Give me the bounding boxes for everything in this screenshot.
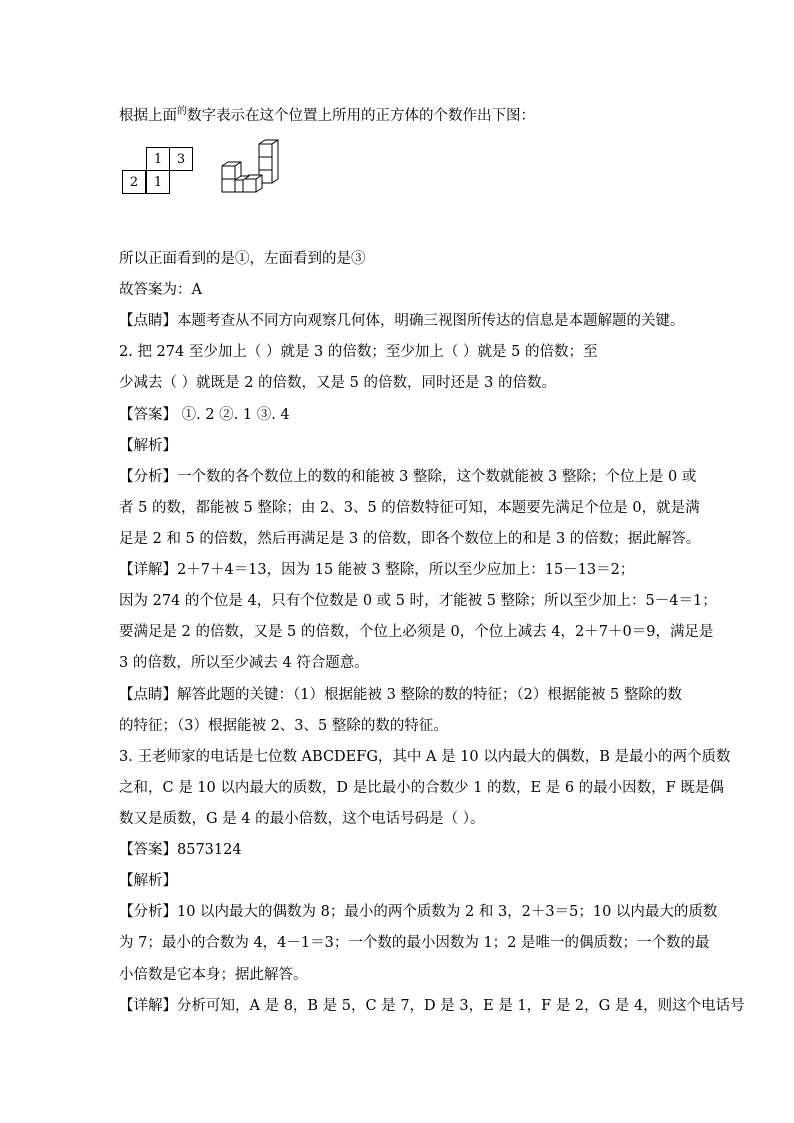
cube-stack-figure <box>219 138 285 198</box>
intro-text <box>119 106 535 128</box>
grid-cell-top-right: 3 <box>169 147 193 171</box>
q2-detail2: 因为 274 的个位是 4，只有个位数是 0 或 5 时，才能被 5 整除；所以至少加上：5－4＝1； <box>119 593 717 609</box>
q2-detail3: 要满足是 2 的倍数，又是 5 的倍数，个位上必须是 0，个位上减去 4，2＋7＋0＝9，满足是 <box>119 624 714 640</box>
q2-analysis1: 【分析】一个数的各个数位上的数的和能被 3 整除，这个数就能被 3 整除；个位上是 0 或 <box>119 469 697 485</box>
intro-sup: 的 <box>177 106 187 117</box>
q3-answer: 【答案】8573124 <box>119 842 242 858</box>
grid-cell-bottom-mid: 1 <box>146 170 170 194</box>
grid-cell-top-mid: 1 <box>146 147 170 171</box>
q3-analysis2: 为 7；最小的合数为 4，4－1＝3；一个数的最小因数为 1；2 是唯一的偶质数；一个数的最 <box>119 935 710 951</box>
q3-line2: 之和，C 是 10 以内最大的质数，D 是比最小的合数少 1 的数，E 是 6 的最小因数，F 既是偶 <box>119 780 724 796</box>
grid-cell-bottom-left: 2 <box>122 170 146 194</box>
q3-line1: 3. 王老师家的电话是七位数 ABCDEFG，其中 A 是 10 以内最大的偶数，B 是最小的两个质数 <box>119 749 731 765</box>
intro-after: 数字表示在这个位置上所用的正方体的个数作出下图： <box>187 108 535 124</box>
q2-detail1: 【详解】2＋7＋4＝13，因为 15 能被 3 整除，所以至少应加上：15－13＝2； <box>119 562 635 578</box>
top-view-grid <box>122 147 197 197</box>
q2-analysis3: 足是 2 和 5 的倍数，然后再满足是 3 的倍数，即各个数位上的和是 3 的倍数；据此解答。 <box>119 531 701 547</box>
q3-detail1: 【详解】分析可知，A 是 8，B 是 5，C 是 7，D 是 3，E 是 1，F 是 2，G 是 4，则这个电话号 <box>119 998 745 1014</box>
q3-analysis1: 【分析】10 以内最大的偶数为 8；最小的两个质数为 2 和 3，2＋3＝5；10 以内最大的质数 <box>119 904 718 920</box>
q2-line1: 2. 把 274 至少加上（ ）就是 3 的倍数；至少加上（ ）就是 5 的倍数；至 <box>119 344 598 360</box>
q2-line2: 少减去（ ）就既是 2 的倍数，又是 5 的倍数，同时还是 3 的倍数。 <box>119 375 556 391</box>
q1-note: 【点睛】本题考查从不同方向观察几何体，明确三视图所传达的信息是本题解题的关键。 <box>119 313 685 329</box>
q2-detail4: 3 的倍数，所以至少减去 4 符合题意。 <box>119 655 369 671</box>
q2-note1: 【点睛】解答此题的关键：（1）根据能被 3 整除的数的特征；（2）根据能被 5 整除的数 <box>119 687 682 703</box>
q3-analysis3: 小倍数是它本身；据此解答。 <box>119 967 308 983</box>
q1-answer: 故答案为：A <box>119 282 202 298</box>
q3-jiexi: 【解析】 <box>119 873 177 889</box>
q3-line3: 数又是质数，G 是 4 的最小倍数，这个电话号码是（ ）。 <box>119 811 485 827</box>
q1-conclusion: 所以正面看到的是①，左面看到的是③ <box>119 251 366 267</box>
q2-answer: 【答案】 ①. 2 ②. 1 ③. 4 <box>119 407 290 423</box>
intro-before: 根据上面 <box>119 108 177 124</box>
q2-jiexi: 【解析】 <box>119 438 177 454</box>
q2-analysis2: 者 5 的数，都能被 5 整除；由 2、3、5 的倍数特征可知，本题要先满足个位是 0，就是满 <box>119 500 700 516</box>
q2-note2: 的特征；（3）根据能被 2、3、5 整除的数的特征。 <box>119 718 448 734</box>
